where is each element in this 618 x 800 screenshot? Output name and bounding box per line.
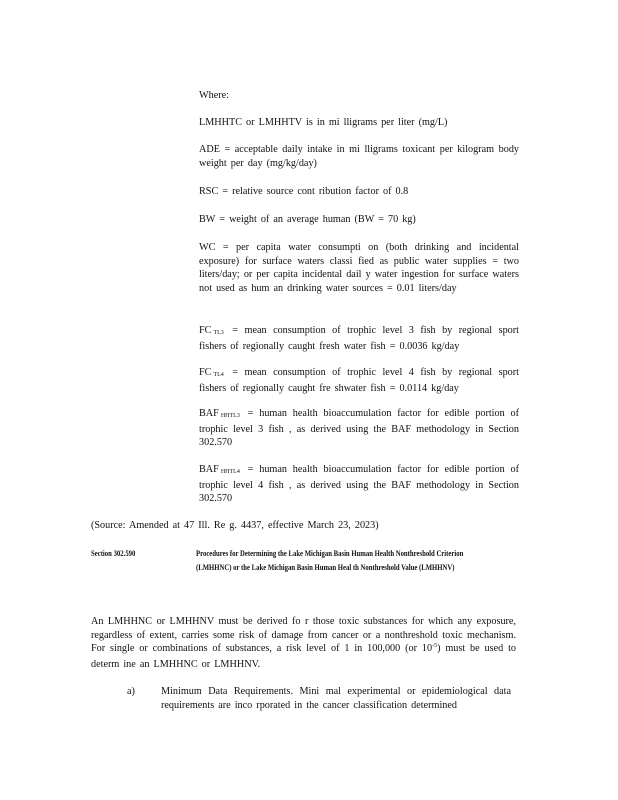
definition-rsc: RSC = relative source cont ribution factor of 0.8	[199, 186, 409, 197]
definition-fc-tl3	[199, 324, 519, 353]
definition-baf-tl3	[199, 407, 519, 450]
baf-tl4-text: = human health bioaccumulation factor for edible portion of trophic level 4 fish , as derived using the BAF methodology in Section 302.570	[199, 464, 520, 504]
definition-ade: ADE = acceptable daily intake in mi lligrams toxicant per kilogram body weight per day (mg/kg/day)	[199, 144, 519, 169]
baf-tl3-subscript: HHTL3	[220, 413, 240, 419]
fc-tl3-text: = mean consumption of trophic level 3 fish by regional sport fishers of regionally caught fresh water fish = 0.0036 kg/day	[199, 325, 519, 352]
body-text-before-sup: An LMHHNC or LMHHNV must be derived fo r those toxic substances for which any exposure, regardless of extent, carries some risk of damage from cancer or a nonthreshold toxic mechanism. For single or combinations of substances, a risk level of 1 in 100,000 (or 10	[91, 616, 516, 654]
definition-wc: WC = per capita water consumpti on (both drinking and incidental exposure) for surface waters classi fied as public water supplies = two liters/day; or per capita incidental dail y water ingestion for surface waters not used as hum an drinking water sources = 0.01 liters/day	[199, 242, 519, 294]
baf-tl3-text: = human health bioaccumulation factor for edible portion of trophic level 3 fish , as derived using the BAF methodology in Section 302.570	[199, 408, 520, 448]
definition-lmhhtc: LMHHTC or LMHHTV is in mi lligrams per liter (mg/L)	[199, 117, 448, 128]
item-a-text: Minimum Data Requirements. Mini mal experimental or epidemiological data requirements are inco rporated in the cancer classification determined	[161, 686, 511, 711]
baf-tl4-symbol: BAF	[199, 464, 219, 475]
fc-tl4-symbol: FC	[199, 367, 212, 378]
baf-tl3-symbol: BAF	[199, 408, 219, 419]
fc-tl4-subscript: TL4	[213, 372, 224, 378]
definition-baf-tl4	[199, 463, 519, 506]
body-text-after-sup: ) must be used to determ ine an LMHHNC or LMHHNV.	[91, 643, 516, 670]
fc-tl3-symbol: FC	[199, 325, 212, 336]
fc-tl4-text: = mean consumption of trophic level 4 fish by regional sport fishers of regionally caught fre shwater fish = 0.0114 kg/day	[199, 367, 519, 394]
definition-bw: BW = weight of an average human (BW = 70 kg)	[199, 214, 416, 225]
source-note: (Source: Amended at 47 Ill. Re g. 4437, effective March 23, 2023)	[91, 520, 379, 531]
fc-tl3-subscript: TL3	[213, 330, 224, 336]
baf-tl4-subscript: HHTL4	[220, 469, 240, 475]
section-number: Section 302.590	[91, 549, 136, 558]
item-a-label: a)	[127, 686, 135, 697]
where-label: Where:	[199, 90, 229, 101]
body-superscript: -5	[432, 643, 438, 649]
body-paragraph	[91, 615, 516, 671]
section-title: Procedures for Determining the Lake Michigan Basin Human Health Nonthreshold Criterion (LMHHNC) or the Lake Michigan Basin Human Heal th Nonthreshold Value (LMHHNV)	[196, 549, 464, 572]
definition-fc-tl4	[199, 366, 519, 395]
